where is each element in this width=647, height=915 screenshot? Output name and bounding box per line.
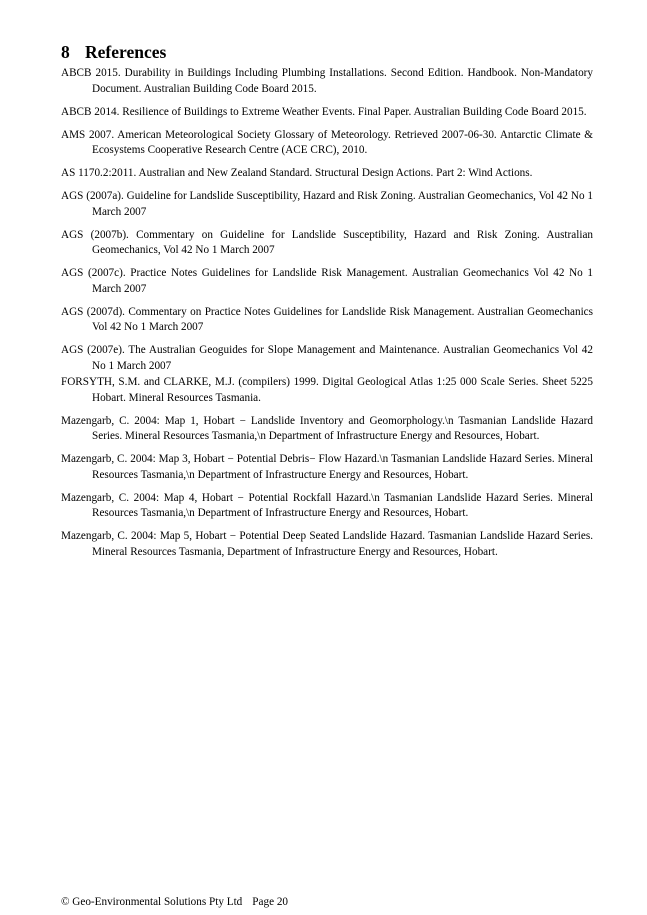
section-number: 8 xyxy=(61,42,70,62)
reference-item: AS 1170.2:2011. Australian and New Zealand Standard. Structural Design Actions. Part 2: Wind Actions. xyxy=(61,167,533,179)
reference-item: FORSYTH, S.M. and CLARKE, M.J. (compilers) 1999. Digital Geological Atlas 1:25 000 Scale Series. Sheet 5225 Hobart. Mineral Resources Tasmania. xyxy=(61,376,593,404)
reference-list xyxy=(61,66,593,568)
section-heading xyxy=(61,42,166,62)
reference-item: AGS (2007a). Guideline for Landslide Susceptibility, Hazard and Risk Zoning. Australian Geomechanics, Vol 42 No 1 March 2007 xyxy=(61,190,593,218)
section-title: References xyxy=(85,42,167,62)
reference-item: ABCB 2015. Durability in Buildings Including Plumbing Installations. Second Edition. Handbook. Non-Mandatory Document. Australian Building Code Board 2015. xyxy=(61,67,593,95)
reference-item: Mazengarb, C. 2004: Map 1, Hobart − Landslide Inventory and Geomorphology.\n Tasmanian Landslide Hazard Series. Mineral Resources Tasmania,\n Department of Infrastructure Energy and Resources, Hobart. xyxy=(61,414,593,442)
reference-item: Mazengarb, C. 2004: Map 5, Hobart − Potential Deep Seated Landslide Hazard. Tasmanian Landslide Hazard Series. Mineral Resources Tasmania, Department of Infrastructure Energy and Resources, Hobart. xyxy=(61,530,593,558)
reference-item: AGS (2007b). Commentary on Guideline for Landslide Susceptibility, Hazard and Risk Zoning. Australian Geomechanics, Vol 42 No 1 March 2007 xyxy=(61,228,593,256)
footer-page-number: Page 20 xyxy=(252,896,289,908)
footer-copyright: © Geo-Environmental Solutions Pty Ltd xyxy=(61,896,243,908)
reference-item: ABCB 2014. Resilience of Buildings to Extreme Weather Events. Final Paper. Australian Building Code Board 2015. xyxy=(61,105,587,118)
page-footer xyxy=(61,895,288,909)
reference-item: AMS 2007. American Meteorological Society Glossary of Meteorology. Retrieved 2007-06-30. Antarctic Climate & Ecosystems Cooperative Research Centre (ACE CRC), 2010. xyxy=(61,128,593,156)
reference-item: Mazengarb, C. 2004: Map 3, Hobart − Potential Debris− Flow Hazard.\n Tasmanian Landslide Hazard Series. Mineral Resources Tasmania,\n Department of Infrastructure Energy and Resources, Hobart. xyxy=(61,453,593,481)
reference-item: Mazengarb, C. 2004: Map 4, Hobart − Potential Rockfall Hazard.\n Tasmanian Landslide Hazard Series. Mineral Resources Tasmania,\n Department of Infrastructure Energy and Resources, Hobart. xyxy=(61,491,593,519)
reference-item: AGS (2007e). The Australian Geoguides for Slope Management and Maintenance. Australian Geomechanics Vol 42 No 1 March 2007 xyxy=(61,344,593,372)
reference-item: AGS (2007d). Commentary on Practice Notes Guidelines for Landslide Risk Management. Australian Geomechanics Vol 42 No 1 March 2007 xyxy=(61,305,593,333)
reference-item: AGS (2007c). Practice Notes Guidelines for Landslide Risk Management. Australian Geomechanics Vol 42 No 1 March 2007 xyxy=(61,267,593,295)
